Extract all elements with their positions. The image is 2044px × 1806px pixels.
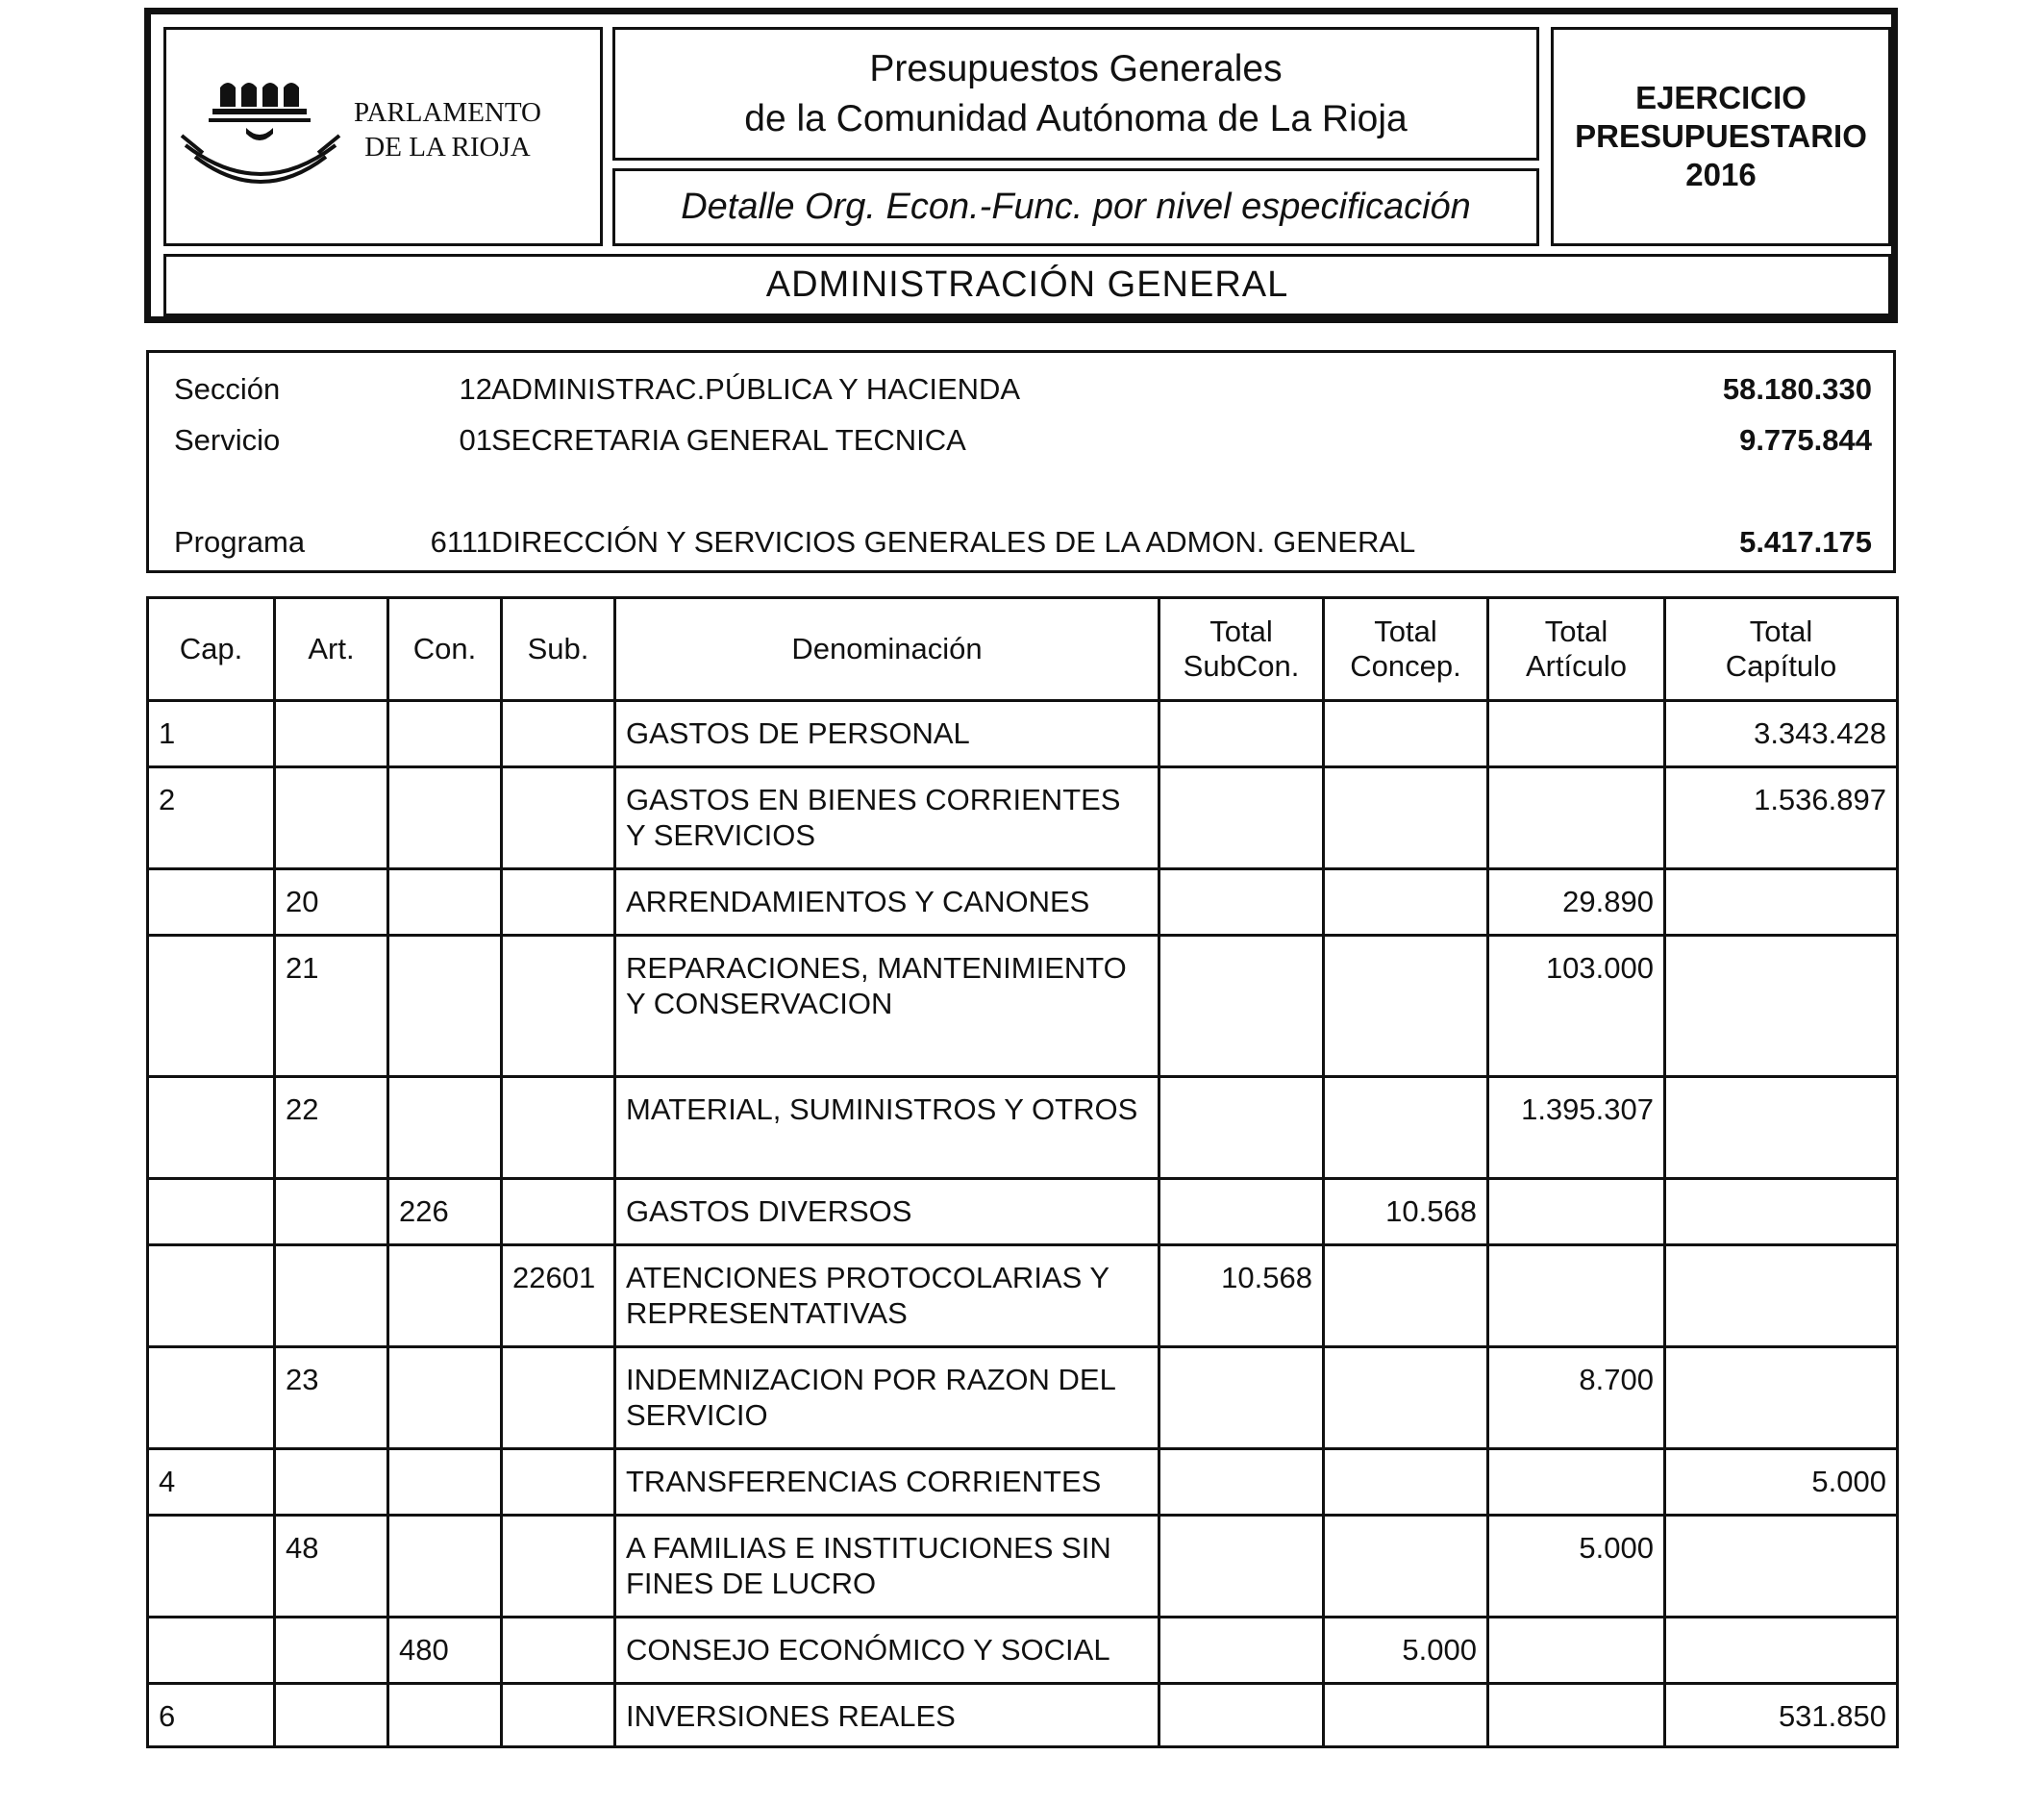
cell-total-subcon: [1159, 1179, 1324, 1245]
cell-con: [388, 936, 502, 1077]
cell-total-articulo: [1488, 1179, 1665, 1245]
cell-sub: [502, 936, 615, 1077]
cell-sub: [502, 1618, 615, 1684]
programa-label: Programa: [174, 525, 306, 559]
seccion-amount: 58.180.330: [1722, 372, 1872, 406]
parliament-logo-icon: [174, 68, 352, 213]
cell-total-articulo: 5.000: [1488, 1516, 1665, 1618]
header-total-concep: Total Concep.: [1324, 598, 1488, 701]
cell-con: 480: [388, 1618, 502, 1684]
cell-art: [275, 701, 388, 767]
cell-sub: [502, 869, 615, 936]
cell-total-concep: [1324, 1449, 1488, 1516]
administration-title: ADMINISTRACIÓN GENERAL: [765, 264, 1289, 305]
table-row: [148, 1179, 1898, 1245]
cell-total-capitulo: 3.343.428: [1665, 701, 1898, 767]
cell-cap: [148, 1245, 275, 1347]
cell-art: [275, 1449, 388, 1516]
header-total-capitulo: Total Capítulo: [1665, 598, 1898, 701]
cell-total-subcon: [1159, 1077, 1324, 1179]
servicio-code: 01: [459, 423, 492, 457]
cell-total-articulo: 103.000: [1488, 936, 1665, 1077]
section-summary: [146, 350, 1896, 573]
cell-denominacion: ARRENDAMIENTOS Y CANONES: [615, 869, 1159, 936]
cell-denominacion: TRANSFERENCIAS CORRIENTES: [615, 1449, 1159, 1516]
cell-total-concep: [1324, 1077, 1488, 1179]
cell-total-articulo: [1488, 1618, 1665, 1684]
cell-con: [388, 1077, 502, 1179]
table-row: [148, 936, 1898, 1077]
programa-code: 6111: [430, 525, 492, 559]
cell-sub: 22601: [502, 1245, 615, 1347]
seccion-row: [149, 372, 1893, 411]
cell-total-articulo: [1488, 1245, 1665, 1347]
header-sub: Sub.: [502, 598, 615, 701]
administration-banner: [163, 254, 1891, 316]
year-line-2: PRESUPUESTARIO: [1575, 118, 1867, 154]
cell-sub: [502, 1077, 615, 1179]
cell-total-capitulo: 5.000: [1665, 1449, 1898, 1516]
cell-total-concep: 10.568: [1324, 1179, 1488, 1245]
cell-total-articulo: [1488, 1449, 1665, 1516]
report-subtitle: [612, 168, 1539, 246]
table-row: [148, 1618, 1898, 1684]
title-line-1: Presupuestos Generales: [869, 47, 1283, 89]
parliament-name: [354, 95, 541, 164]
servicio-name: SECRETARIA GENERAL TECNICA: [491, 423, 966, 457]
header-con: Con.: [388, 598, 502, 701]
cell-total-concep: [1324, 1245, 1488, 1347]
cell-art: [275, 1179, 388, 1245]
cell-cap: [148, 1516, 275, 1618]
cell-art: [275, 1618, 388, 1684]
cell-con: [388, 1516, 502, 1618]
table-row: [148, 869, 1898, 936]
cell-denominacion: GASTOS DIVERSOS: [615, 1179, 1159, 1245]
cell-total-articulo: [1488, 767, 1665, 869]
cell-cap: [148, 1077, 275, 1179]
seccion-label: Sección: [174, 372, 281, 406]
cell-sub: [502, 1684, 615, 1747]
title-line-2: de la Comunidad Autónoma de La Rioja: [744, 97, 1408, 139]
cell-con: [388, 701, 502, 767]
cell-con: 226: [388, 1179, 502, 1245]
table-row: [148, 1077, 1898, 1179]
cell-total-concep: [1324, 869, 1488, 936]
cell-sub: [502, 1516, 615, 1618]
servicio-label: Servicio: [174, 423, 281, 457]
cell-cap: 1: [148, 701, 275, 767]
seccion-name: ADMINISTRAC.PÚBLICA Y HACIENDA: [491, 372, 1021, 406]
cell-cap: [148, 869, 275, 936]
cell-total-capitulo: [1665, 1347, 1898, 1449]
header-total-articulo: Total Artículo: [1488, 598, 1665, 701]
logo-line-1: PARLAMENTO: [354, 97, 541, 128]
cell-total-concep: [1324, 701, 1488, 767]
budget-table: [146, 596, 1899, 1748]
table-row: [148, 1347, 1898, 1449]
cell-con: [388, 1347, 502, 1449]
cell-total-capitulo: 531.850: [1665, 1684, 1898, 1747]
cell-denominacion: INVERSIONES REALES: [615, 1684, 1159, 1747]
programa-name: DIRECCIÓN Y SERVICIOS GENERALES DE LA ADMON. GENERAL: [491, 525, 1416, 559]
cell-cap: [148, 936, 275, 1077]
cell-denominacion: REPARACIONES, MANTENIMIENTO Y CONSERVACION: [615, 936, 1159, 1077]
programa-row: [149, 525, 1893, 564]
cell-total-capitulo: 1.536.897: [1665, 767, 1898, 869]
cell-denominacion: GASTOS DE PERSONAL: [615, 701, 1159, 767]
cell-total-capitulo: [1665, 869, 1898, 936]
header-art: Art.: [275, 598, 388, 701]
servicio-amount: 9.775.844: [1739, 423, 1872, 457]
cell-total-articulo: 29.890: [1488, 869, 1665, 936]
seccion-code: 12: [459, 372, 492, 406]
cell-total-subcon: [1159, 767, 1324, 869]
cell-sub: [502, 701, 615, 767]
cell-cap: 4: [148, 1449, 275, 1516]
budget-title: [612, 27, 1539, 161]
cell-art: 23: [275, 1347, 388, 1449]
header-denominacion: Denominación: [615, 598, 1159, 701]
cell-total-concep: [1324, 1516, 1488, 1618]
cell-denominacion: CONSEJO ECONÓMICO Y SOCIAL: [615, 1618, 1159, 1684]
budget-table-body: [148, 701, 1898, 1747]
cell-art: [275, 1684, 388, 1747]
cell-con: [388, 1684, 502, 1747]
cell-total-articulo: 8.700: [1488, 1347, 1665, 1449]
year-line-1: EJERCICIO: [1635, 80, 1807, 115]
cell-denominacion: GASTOS EN BIENES CORRIENTES Y SERVICIOS: [615, 767, 1159, 869]
cell-total-concep: [1324, 767, 1488, 869]
document-header: [144, 8, 1898, 323]
table-row: [148, 701, 1898, 767]
cell-total-capitulo: [1665, 1516, 1898, 1618]
cell-total-subcon: [1159, 869, 1324, 936]
cell-denominacion: A FAMILIAS E INSTITUCIONES SIN FINES DE LUCRO: [615, 1516, 1159, 1618]
fiscal-year-box: [1551, 27, 1891, 246]
cell-cap: [148, 1347, 275, 1449]
table-row: [148, 767, 1898, 869]
table-row: [148, 1684, 1898, 1747]
cell-total-subcon: [1159, 1449, 1324, 1516]
cell-art: 21: [275, 936, 388, 1077]
cell-total-articulo: [1488, 1684, 1665, 1747]
cell-total-subcon: [1159, 701, 1324, 767]
cell-sub: [502, 1449, 615, 1516]
cell-total-concep: 5.000: [1324, 1618, 1488, 1684]
cell-cap: 2: [148, 767, 275, 869]
cell-sub: [502, 1347, 615, 1449]
cell-total-capitulo: [1665, 936, 1898, 1077]
fiscal-year: 2016: [1685, 157, 1757, 192]
cell-total-subcon: [1159, 936, 1324, 1077]
table-row: [148, 1516, 1898, 1618]
subtitle-text: Detalle Org. Econ.-Func. por nivel especificación: [681, 187, 1471, 227]
cell-sub: [502, 1179, 615, 1245]
cell-sub: [502, 767, 615, 869]
cell-cap: [148, 1179, 275, 1245]
cell-art: 20: [275, 869, 388, 936]
cell-total-articulo: [1488, 701, 1665, 767]
logo-line-2: DE LA RIOJA: [364, 132, 531, 163]
cell-total-concep: [1324, 1684, 1488, 1747]
cell-total-subcon: [1159, 1618, 1324, 1684]
programa-amount: 5.417.175: [1739, 525, 1872, 559]
servicio-row: [149, 423, 1893, 462]
table-row: [148, 1449, 1898, 1516]
cell-con: [388, 1449, 502, 1516]
cell-con: [388, 869, 502, 936]
cell-denominacion: MATERIAL, SUMINISTROS Y OTROS: [615, 1077, 1159, 1179]
cell-denominacion: INDEMNIZACION POR RAZON DEL SERVICIO: [615, 1347, 1159, 1449]
cell-con: [388, 1245, 502, 1347]
cell-total-subcon: [1159, 1347, 1324, 1449]
cell-total-articulo: 1.395.307: [1488, 1077, 1665, 1179]
cell-total-capitulo: [1665, 1077, 1898, 1179]
cell-total-subcon: [1159, 1516, 1324, 1618]
cell-total-concep: [1324, 1347, 1488, 1449]
cell-total-capitulo: [1665, 1245, 1898, 1347]
cell-con: [388, 767, 502, 869]
header-cap: Cap.: [148, 598, 275, 701]
table-header-row: [148, 598, 1898, 701]
cell-art: 22: [275, 1077, 388, 1179]
cell-total-subcon: 10.568: [1159, 1245, 1324, 1347]
cell-cap: 6: [148, 1684, 275, 1747]
cell-total-capitulo: [1665, 1179, 1898, 1245]
cell-total-concep: [1324, 936, 1488, 1077]
table-row: [148, 1245, 1898, 1347]
cell-total-capitulo: [1665, 1618, 1898, 1684]
cell-total-subcon: [1159, 1684, 1324, 1747]
header-total-subcon: Total SubCon.: [1159, 598, 1324, 701]
cell-denominacion: ATENCIONES PROTOCOLARIAS Y REPRESENTATIVAS: [615, 1245, 1159, 1347]
logo-box: [163, 27, 603, 246]
cell-art: [275, 1245, 388, 1347]
cell-art: 48: [275, 1516, 388, 1618]
cell-art: [275, 767, 388, 869]
cell-cap: [148, 1618, 275, 1684]
